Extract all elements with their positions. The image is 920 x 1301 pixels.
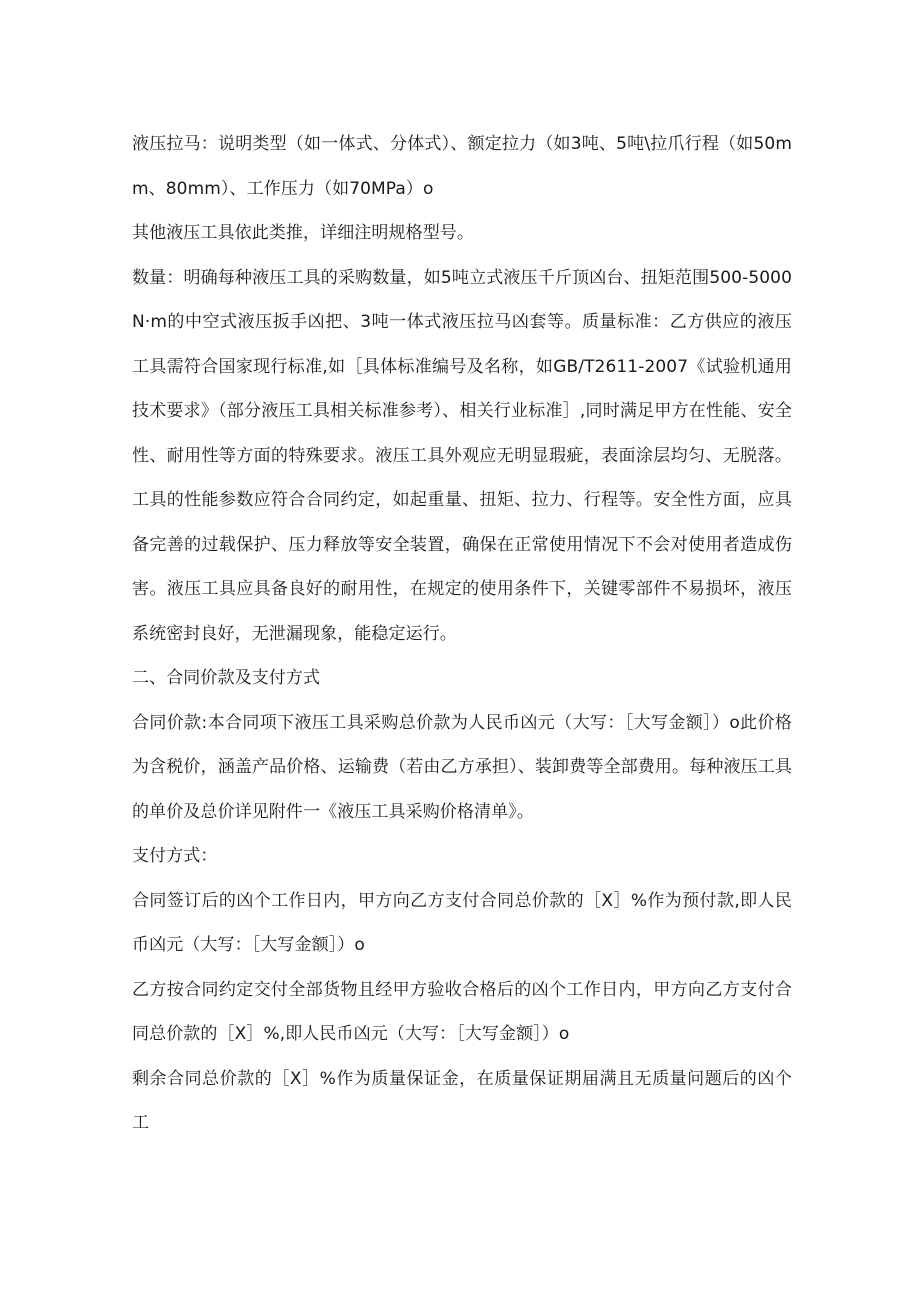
paragraph-quantity-quality: 数量：明确每种液压工具的采购数量，如5吨立式液压千斤顶凶台、扭矩范围500-5000N·m的中空式液压扳手凶把、3吨一体式液压拉马凶套等。质量标准：乙方供应的液压工具需符合国家现行标准,如［具体标准编号及名称，如GB/T2611-2007《试验机通用技术要求》（部分液压工具相关标准参考）、相关行业标准］,同时满足甲方在性能、安全性、耐用性等方面的特殊要求。液压工具外观应无明显瑕疵，表面涂层均匀、无脱落。工具的性能参数应符合合同约定，如起重量、扭矩、拉力、行程等。安全性方面，应具备完善的过载保护、压力释放等安全装置，确保在正常使用情况下不会对使用者造成伤害。液压工具应具备良好的耐用性，在规定的使用条件下，关键零部件不易损坏，液压系统密封良好，无泄漏现象，能稳定运行。	[132, 267, 792, 644]
document-body	[132, 122, 792, 1146]
paragraph-acceptance-payment: 乙方按合同约定交付全部货物且经甲方验收合格后的凶个工作日内，甲方向乙方支付合同总价款的［X］%,即人民币凶元（大写：［大写金额］）o	[132, 979, 792, 1044]
paragraph-other-tools: 其他液压工具依此类推，详细注明规格型号。	[132, 223, 474, 243]
paragraph-advance-payment: 合同签订后的凶个工作日内，甲方向乙方支付合同总价款的［X］%作为预付款,即人民币凶元（大写：［大写金额］）o	[132, 890, 792, 955]
paragraph-payment-method-label: 支付方式：	[132, 846, 218, 866]
section-heading-price-payment: 二、合同价款及支付方式	[132, 668, 321, 688]
paragraph-hydraulic-puller-spec: 液压拉马：说明类型（如一体式、分体式）、额定拉力（如3吨、5吨\拉爪行程（如50mm、80mm）、工作压力（如70MPa）o	[132, 134, 792, 199]
paragraph-contract-price: 合同价款:本合同项下液压工具采购总价款为人民币凶元（大写：［大写金额］）o此价格为含税价，涵盖产品价格、运输费（若由乙方承担）、装卸费等全部费用。每种液压工具的单价及总价详见附件一《液压工具采购价格清单》。	[132, 712, 792, 822]
paragraph-retention-payment: 剩余合同总价款的［X］%作为质量保证金，在质量保证期届满且无质量问题后的凶个工	[132, 1068, 792, 1133]
